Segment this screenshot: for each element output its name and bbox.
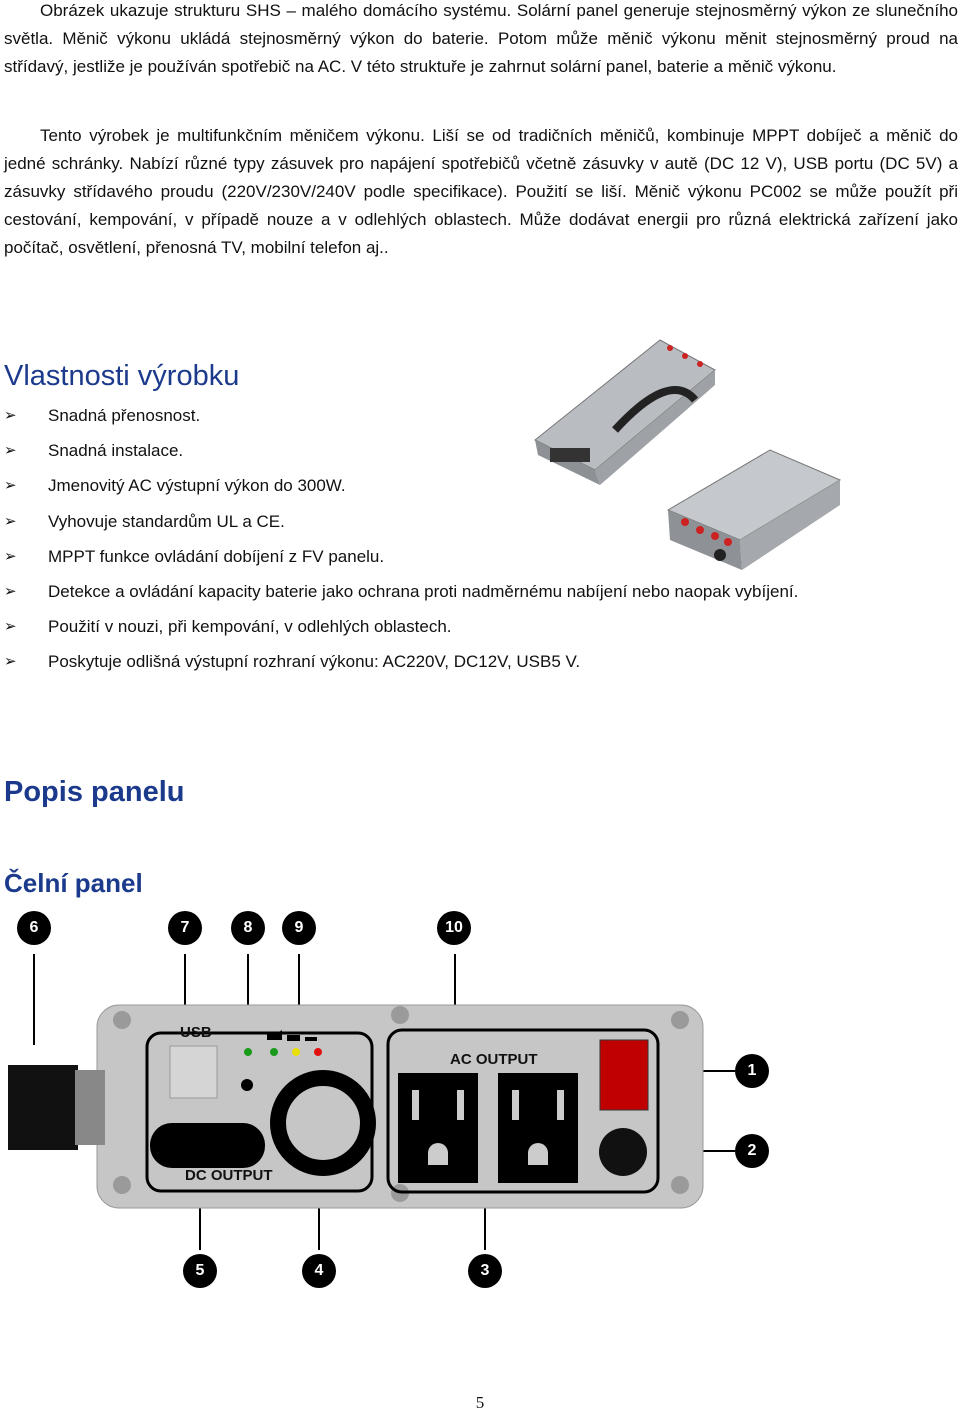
list-item: ➢ Snadná instalace.	[4, 441, 184, 461]
callout-9: 9	[282, 911, 316, 945]
page-number: 5	[475, 1393, 485, 1412]
plug-collar	[75, 1070, 105, 1145]
inverter-image-bottom	[668, 450, 840, 570]
arrow-bullet-icon: ➢	[4, 618, 17, 636]
front-panel-heading: Čelní panel	[4, 868, 143, 898]
callout-3: 3	[468, 1254, 502, 1288]
arrow-bullet-icon: ➢	[4, 512, 17, 530]
ac-outlet[interactable]	[498, 1073, 578, 1183]
callout-2: 2	[735, 1134, 769, 1168]
ac-output-label: AC OUTPUT	[450, 1051, 538, 1068]
front-panel-diagram	[0, 940, 960, 1250]
list-item: ➢ Poskytuje odlišná výstupní rozhraní výkonu: AC220V, DC12V, USB5 V.	[4, 652, 581, 672]
callout-10: 10	[437, 911, 471, 945]
list-item: ➢ Vyhovuje standardům UL a CE.	[4, 511, 285, 531]
ac-outlet[interactable]	[398, 1073, 478, 1183]
led-indicator	[244, 1048, 252, 1056]
cable-plug	[8, 1065, 78, 1150]
arrow-bullet-icon: ➢	[4, 407, 17, 424]
dc-output-label: DC OUTPUT	[185, 1167, 273, 1184]
power-switch[interactable]	[600, 1040, 648, 1110]
lamp-icon	[241, 1079, 253, 1091]
list-item: ➢ Detekce a ovládání kapacity baterie jako ochrana proti nadměrnému nabíjení nebo naopak vybíjení.	[4, 581, 799, 601]
arrow-bullet-icon: ➢	[4, 547, 17, 565]
paragraph-product: Tento výrobek je multifunkčním měničem výkonu. Liší se od tradičních měničů, kombinuje MPPT dobíječ a měnič do jedné schránky. Nabízí různé typy zásuvek pro napájení spotřebičů včetně zásuvky v autě (DC 12 V), USB portu (DC 5V) a zásuvky střídavého proudu (220V/230V/240V podle specifikace). Použití se liší. Měnič výkonu PC002 se může použít při cestování, kempování, v případě nouze a v odlehlých oblastech. Může dodávat energii pro různá elektrická zařízení jako počítač, osvětlení, přenosná TV, mobilní telefon aj..	[4, 126, 958, 257]
usb-label: USB	[180, 1024, 212, 1041]
callout-5: 5	[183, 1254, 217, 1288]
callout-7: 7	[168, 911, 202, 945]
list-item: ➢ Použití v nouzi, při kempování, v odlehlých oblastech.	[4, 617, 452, 637]
list-item: ➢ Jmenovitý AC výstupní výkon do 300W.	[4, 476, 346, 496]
callout-4: 4	[302, 1254, 336, 1288]
led-indicator	[292, 1048, 300, 1056]
arrow-bullet-icon: ➢	[4, 653, 17, 671]
product-photo	[520, 330, 850, 580]
dc-output-socket[interactable]	[150, 1123, 265, 1168]
inverter-image-top	[535, 340, 715, 485]
arrow-bullet-icon: ➢	[4, 442, 17, 460]
callout-6: 6	[17, 911, 51, 945]
list-item: ➢ MPPT funkce ovládání dobíjení z FV panelu.	[4, 546, 385, 566]
arrow-bullet-icon: ➢	[4, 582, 17, 600]
fuse-holder[interactable]	[599, 1128, 647, 1176]
usb-port[interactable]	[170, 1046, 217, 1098]
paragraph-shs: Obrázek ukazuje strukturu SHS – malého domácího systému. Solární panel generuje stejnosměrný výkon ze slunečního světla. Měnič výkonu ukládá stejnosměrný výkon do baterie. Potom může měnič výkonu měnit stejnosměrný proud na střídavý, jestliže je používán spotřebič na AC. V této struktuře je zahrnut solární panel, baterie a měnič výkonu.	[4, 1, 958, 76]
callout-1: 1	[735, 1054, 769, 1088]
arrow-bullet-icon: ➢	[4, 477, 17, 495]
led-indicator	[270, 1048, 278, 1056]
panel-heading: Popis panelu	[4, 776, 185, 808]
features-heading: Vlastnosti výrobku	[4, 360, 240, 392]
led-indicator	[314, 1048, 322, 1056]
list-item: ➢ Snadná přenosnost.	[4, 406, 201, 425]
callout-8: 8	[231, 911, 265, 945]
